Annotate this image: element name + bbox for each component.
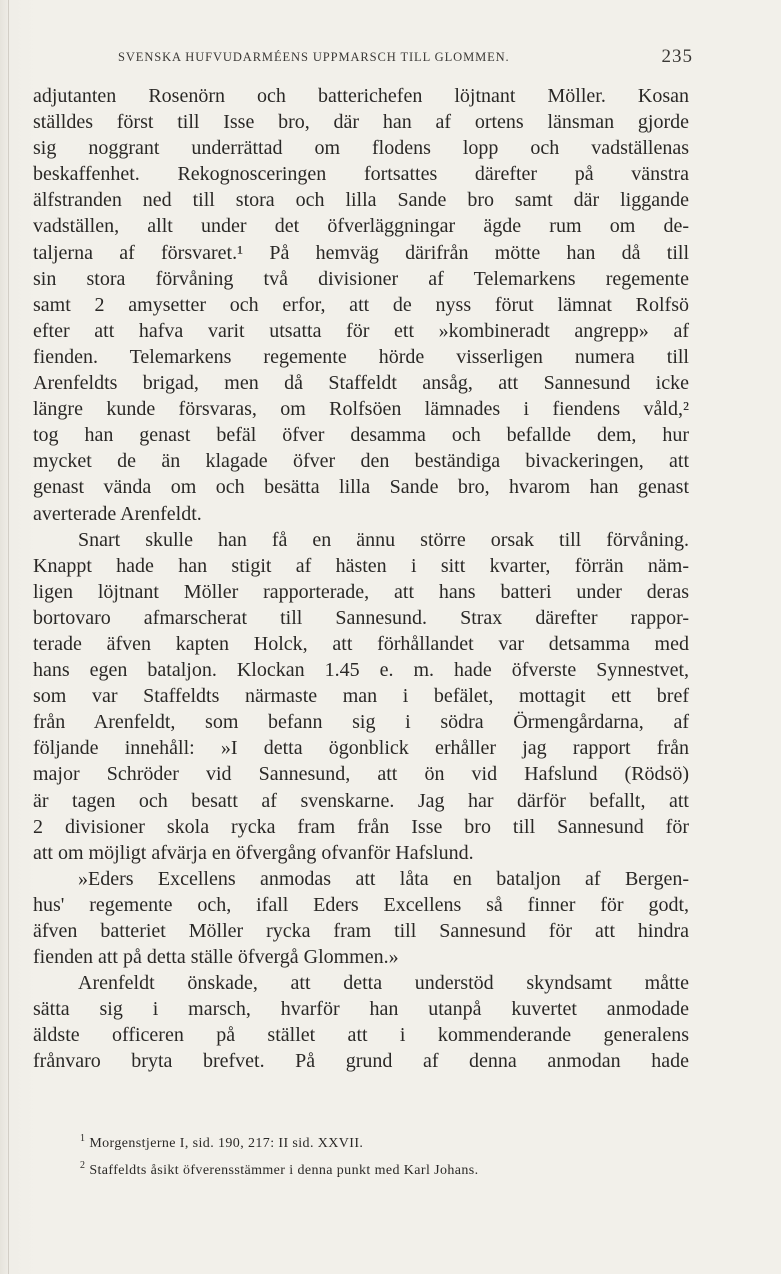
text-line: att om möjligt afvärja en öfvergång ofvanför Hafslund. (33, 841, 474, 864)
text-line: »Eders Excellens anmodas att låta en bataljon af Bergen- (78, 867, 689, 890)
text-line: terade äfven kapten Holck, att förhållandet var detsamma med (33, 632, 689, 655)
text-line: från Arenfeldt, som befann sig i södra Örmengårdarna, af (33, 711, 689, 734)
text-line: mycket de än klagade öfver den beständiga bivackeringen, att (33, 450, 689, 473)
text-line: äfven batteriet Möller rycka fram till Sannesund för att hindra (33, 920, 689, 942)
text-line: adjutanten Rosenörn och batterichefen löjtnant Möller. Kosan (33, 85, 689, 107)
text-line: Knappt hade han stigit af hästen i sitt kvarter, förrän näm- (33, 554, 689, 577)
page-header (118, 46, 693, 70)
page-number: 235 (661, 46, 693, 67)
footnote-marker: 2 (80, 1160, 86, 1171)
body-text (33, 83, 689, 1075)
text-line: samt 2 amysetter och erfor, att de nyss förut lämnat Rolfsö (33, 293, 689, 316)
text-line: hans egen bataljon. Klockan 1.45 e. m. hade öfverste Synnestvet, (33, 659, 689, 682)
text-line: sin stora förvåning två divisioner af Telemarkens regemente (33, 267, 689, 290)
text-line: Arenfeldts brigad, men då Staffeldt ansåg, att Sannesund icke (33, 372, 689, 395)
text-line: vadställen, allt under det öfverläggningar ägde rum om de- (33, 215, 689, 238)
text-line: beskaffenhet. Rekognosceringen fortsattes därefter på vänstra (33, 163, 689, 186)
text-line: ställdes först till Isse bro, där han af ortens länsman gjorde (33, 111, 689, 134)
text-line: som var Staffeldts närmaste man i befälet, mottagit ett bref (33, 685, 689, 708)
text-line: major Schröder vid Sannesund, att ön vid Hafslund (Rödsö) (33, 763, 689, 786)
text-line: älfstranden ned till stora och lilla Sande bro samt där liggande (33, 189, 689, 212)
text-line: Arenfeldt önskade, att detta understöd skyndsamt måtte (78, 972, 689, 995)
text-line: fienden. Telemarkens regemente hörde visserligen numera till (33, 345, 689, 368)
footnote-text: Morgenstjerne I, sid. 190, 217: II sid. XXVII. (89, 1136, 364, 1151)
text-line: sätta sig i marsch, hvarför han utanpå kuvertet anmodade (33, 998, 689, 1021)
text-line: frånvaro bryta brefvet. På grund af denna anmodan hade (33, 1050, 689, 1073)
text-line: är tagen och besatt af svenskarne. Jag har därför befallt, att (33, 789, 689, 812)
text-line: efter att hafva varit utsatta för ett »kombineradt angrepp» af (33, 319, 689, 342)
footnote-text: Staffeldts åsikt öfverensstämmer i denna punkt med Karl Johans. (89, 1163, 479, 1178)
text-line: följande innehåll: »I detta ögonblick erhåller jag rapport från (33, 737, 689, 760)
text-line: tog han genast befäl öfver desamma och befallde dem, hur (33, 424, 689, 447)
footnote-1 (80, 1128, 700, 1155)
running-head: SVENSKA HUFVUDARMÉENS UPPMARSCH TILL GLOMMEN. (118, 50, 510, 64)
text-line: 2 divisioner skola rycka fram från Isse bro till Sannesund för (33, 815, 689, 838)
page-edge (8, 0, 9, 1274)
text-line: genast vända om och besätta lilla Sande bro, hvarom han genast (33, 476, 689, 499)
footnote-2 (80, 1155, 700, 1182)
text-line: fienden att på detta ställe öfvergå Glommen.» (33, 946, 399, 969)
text-line: ligen löjtnant Möller rapporterade, att hans batteri under deras (33, 580, 689, 603)
text-line: längre kunde försvaras, om Rolfsöen lämnades i fiendens våld,² (33, 398, 689, 421)
text-line: bortovaro afmarscherat till Sannesund. Strax därefter rappor- (33, 606, 689, 629)
footnotes (80, 1128, 700, 1182)
text-line: hus' regemente och, ifall Eders Excellens så finner för godt, (33, 893, 689, 916)
footnote-marker: 1 (80, 1133, 86, 1144)
text-line: sig noggrant underrättad om flodens lopp och vadställenas (33, 137, 689, 160)
text-line: taljerna af försvaret.¹ På hemväg därifrån mötte han då till (33, 241, 689, 264)
text-line: Snart skulle han få en ännu större orsak till förvåning. (78, 528, 689, 551)
text-line: äldste officeren på stället att i kommenderande generalens (33, 1024, 689, 1047)
text-line: averterade Arenfeldt. (33, 502, 202, 525)
